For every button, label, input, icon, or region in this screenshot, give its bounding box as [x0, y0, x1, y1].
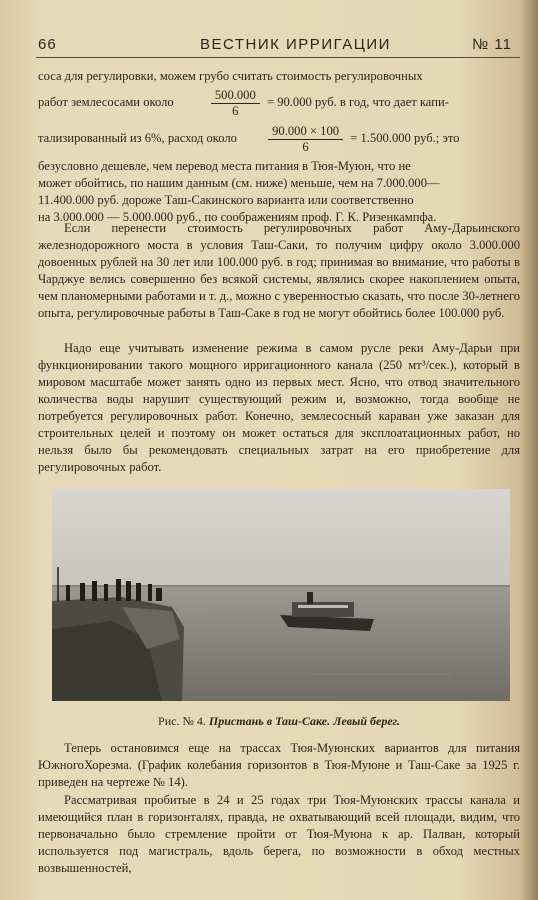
- paragraph-3-text: Надо еще учитывать изменение режима в самом русле реки Аму-Дарьи при функционировании такого мощного ирригационного канала (250 мт³/сек.), который в мировом масштабе может занять одно из первых мест. Ясно, что отвод значительного количества воды нарушит существующий режим и, возможно, тогда вообще не потребуется регулировочных работ. Конечно, землесосный караван уже заказан для строительных целей и поэтому он может остаться для эксплоатационных работ, но нельзя было бы рекомендовать специальных затрат на его приобретение для регулировочных работ.: [38, 341, 520, 474]
- paragraph-2-text: Если перенести стоимость регулировочных работ Аму-Дарьинского железнодорожного моста в условия Таш-Саки, то получим цифру около 3.000.000 довоенных рублей на 30 лет или 100.000 руб. в год; принимая во внимание, что работы в Чарджуе велись совершенно без всякой системы, являлись скорее накоплением опыта, чем планомерными работами и т. д., можно с уверенностью сказать, что после 30-летнего опыта, регулировочные работы в Таш-Саке в год не могут обойтись более 100.000 руб.: [38, 221, 520, 320]
- p1-line-4: безусловно дешевле, чем перевод места питания в Тюя-Муюн, что не: [38, 159, 411, 173]
- paragraph-3: [38, 340, 520, 476]
- p1-line-2-post: = 90.000 руб. в год, что дает капи-: [266, 95, 449, 109]
- p1-line-3-pre: тализированный из 6%, расход около: [38, 131, 237, 145]
- page-spine-shadow: [520, 0, 538, 900]
- p1-line-1: соса для регулировки, можем грубо считать стоимость регулировочных: [38, 69, 423, 83]
- paragraph-1: [38, 68, 520, 226]
- p1-line-6: 11.400.000 руб. дороже Таш-Сакинского варианта или соответственно: [38, 193, 414, 207]
- issue-number: № 11: [472, 36, 512, 53]
- photo-illustration: [52, 489, 510, 701]
- fraction-2-numerator: 90.000 × 100: [268, 124, 343, 140]
- fraction-1: [211, 88, 260, 119]
- p1-line-2: [38, 85, 520, 119]
- fraction-2-denominator: 6: [302, 139, 309, 154]
- figure-title: Пристань в Таш-Саке. Левый берег.: [208, 714, 400, 728]
- rocky-cliff: [52, 597, 184, 701]
- photo-pier-tash-saka: [52, 489, 510, 701]
- fraction-2: [268, 124, 343, 155]
- figure-label: Рис. № 4.: [158, 714, 206, 728]
- header-rule: [36, 57, 520, 58]
- p1-line-5: может обойтись, по нашим данным (см. ниже) меньше, чем на 7.000.000—: [38, 176, 440, 190]
- journal-title: ВЕСТНИК ИРРИГАЦИИ: [200, 36, 391, 53]
- figure-caption: [38, 714, 520, 729]
- fraction-1-numerator: 500.000: [211, 88, 260, 104]
- fraction-1-denominator: 6: [232, 103, 239, 118]
- paragraph-4: [38, 740, 520, 791]
- paragraph-2: [38, 220, 520, 322]
- paragraph-5-text: Рассматривая пробитые в 24 и 25 годах три Тюя-Муюнских трассы канала и имеющийся план в горизонталях, правда, не охватывающий всей площади, видим, что первоначально было стремление пройти от Тюя-Муюна к ар. Палван, который используется под магистраль, вдоль берега, по возможности в обход местных возвышенностей,: [38, 793, 520, 875]
- p1-line-7: на 3.000.000 — 5.000.000 руб., по соображениям проф. Г. К. Ризенкампфа.: [38, 210, 437, 224]
- paragraph-5: [38, 792, 520, 877]
- p1-line-2-pre: работ землесосами около: [38, 95, 174, 109]
- p1-line-3: [38, 121, 520, 155]
- p1-line-3-post: = 1.500.000 руб.; это: [350, 131, 460, 145]
- paragraph-4-text: Теперь остановимся еще на трассах Тюя-Муюнских вариантов для питания ЮжногоХорезма. (График колебания горизонтов в Тюя-Муюне и Таш-Саке за 1925 г. приведен на чертеже № 14).: [38, 741, 520, 789]
- running-header: [38, 34, 518, 56]
- page-number: 66: [38, 36, 57, 53]
